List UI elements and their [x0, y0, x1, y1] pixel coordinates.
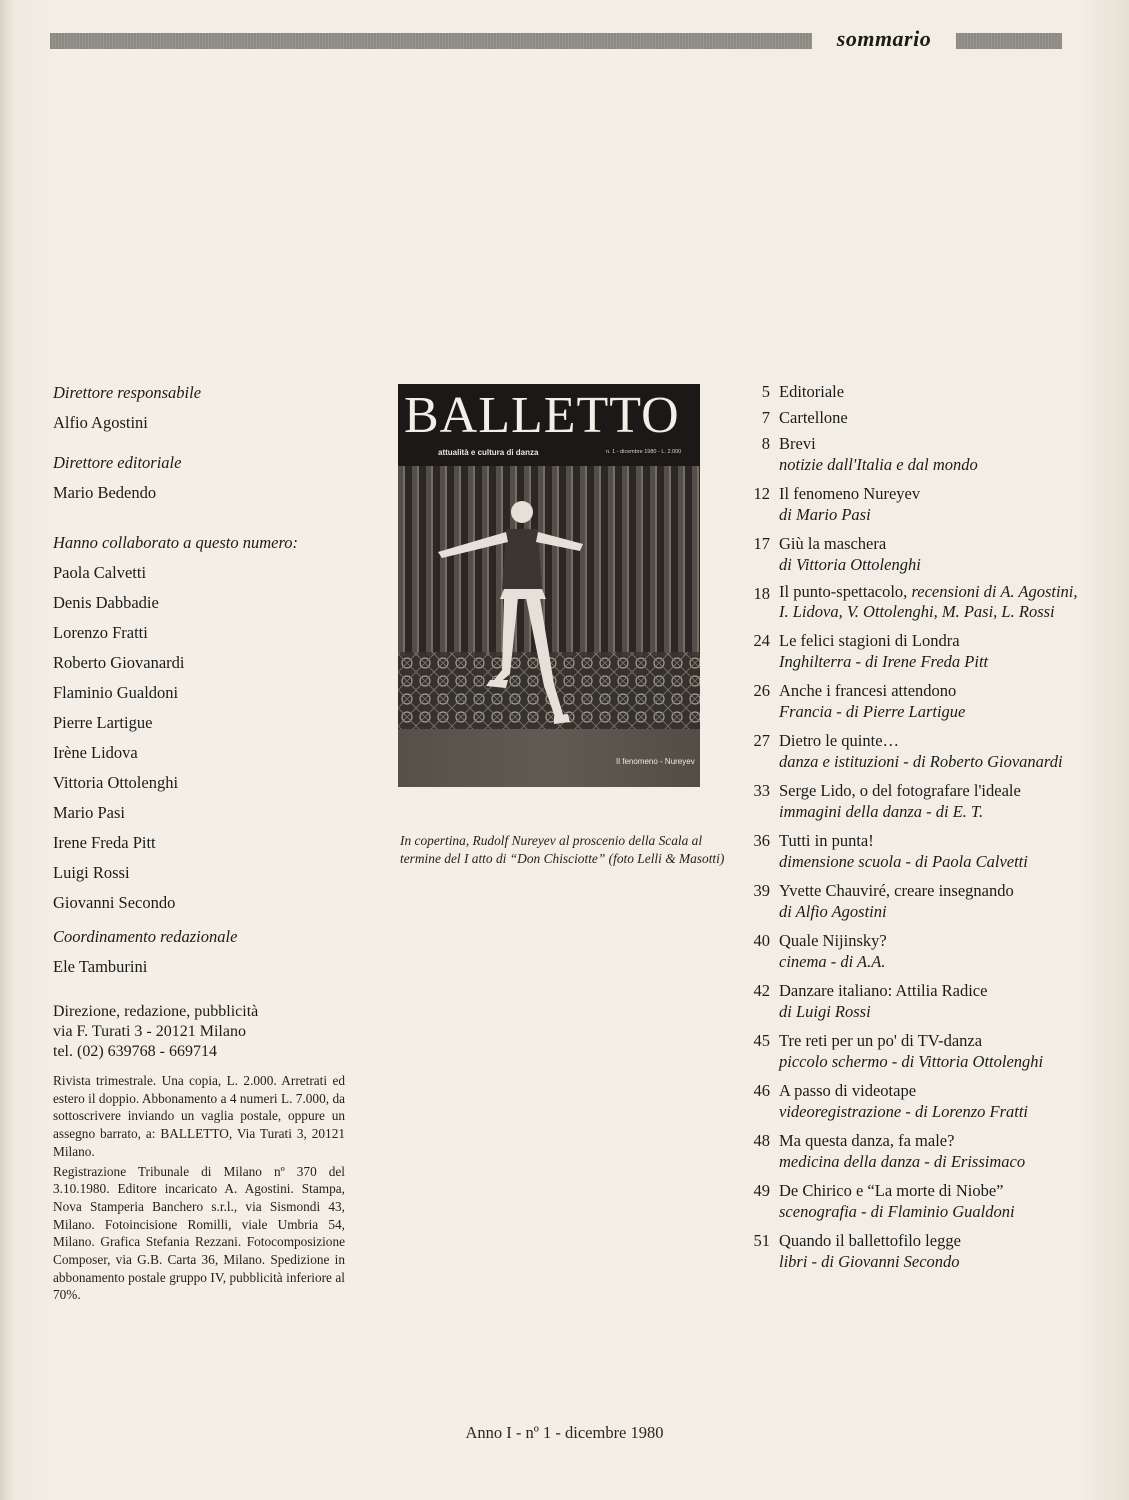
address-line: Direzione, redazione, pubblicità: [53, 1003, 259, 1020]
toc-title: Yvette Chauviré, creare insegnando: [779, 881, 1014, 900]
cover-subtitle: attualità e cultura di danza: [438, 448, 539, 457]
contributor-name: Roberto Giovanardi: [53, 653, 185, 672]
toc-title: Brevi: [779, 434, 816, 453]
toc-subtitle: dimensione scuola - di Paola Calvetti: [779, 852, 1028, 871]
toc-entry[interactable]: [730, 406, 1080, 429]
toc-page-number: 7: [761, 408, 770, 427]
toc-entry[interactable]: [730, 829, 1080, 872]
toc-title: Ma questa danza, fa male?: [779, 1131, 955, 1150]
toc-title: Tutti in punta!: [779, 831, 874, 850]
toc-entry[interactable]: [730, 1229, 1080, 1272]
toc-title: Anche i francesi attendono: [779, 681, 957, 700]
role-label: Direttore editoriale: [53, 453, 182, 472]
toc-subtitle: cinema - di A.A.: [779, 952, 886, 971]
toc-entry[interactable]: [730, 582, 1080, 622]
toc-subtitle: immagini della danza - di E. T.: [779, 802, 984, 821]
toc-entry[interactable]: [730, 879, 1080, 922]
cover-issue-info: n. 1 - dicembre 1980 - L. 2.000: [606, 449, 682, 455]
issue-footer: Anno I - nº 1 - dicembre 1980: [465, 1423, 664, 1442]
contributor-name: Mario Pasi: [53, 803, 125, 822]
toc-entry[interactable]: [730, 432, 1080, 475]
toc-page-number: 46: [753, 1081, 770, 1100]
toc-title: Quale Nijinsky?: [779, 931, 887, 950]
toc-subtitle: scenografia - di Flaminio Gualdoni: [779, 1202, 1015, 1221]
contributor-name: Paola Calvetti: [53, 563, 147, 582]
role-label: Direttore responsabile: [53, 383, 202, 402]
toc-title: Il fenomeno Nureyev: [779, 484, 921, 503]
toc-subtitle: notizie dall'Italia e dal mondo: [779, 455, 978, 474]
toc-entry[interactable]: [730, 629, 1080, 672]
toc-page-number: 48: [753, 1131, 770, 1150]
contributor-name: Irène Lidova: [53, 743, 138, 762]
toc-reviewers: recensioni di A. Agostini, I. Lidova, V. Ottolenghi, M. Pasi, L. Rossi: [779, 582, 1078, 621]
toc-page-number: 5: [761, 382, 770, 401]
contributor-name: Vittoria Ottolenghi: [53, 773, 179, 792]
toc-title: Le felici stagioni di Londra: [779, 631, 960, 650]
toc-title: Serge Lido, o del fotografare l'ideale: [779, 781, 1021, 800]
person-name: Ele Tamburini: [53, 957, 148, 976]
toc-page-number: 26: [753, 681, 770, 700]
contributors-list: [53, 558, 353, 918]
toc-subtitle: di Vittoria Ottolenghi: [779, 555, 921, 574]
toc-title: Danzare italiano: Attilia Radice: [779, 981, 988, 1000]
person-name: Mario Bedendo: [53, 483, 157, 502]
toc-title: Editoriale: [779, 382, 845, 401]
address-line: tel. (02) 639768 - 669714: [53, 1043, 217, 1060]
toc-subtitle: di Alfio Agostini: [779, 902, 887, 921]
contributor-name: Luigi Rossi: [53, 863, 130, 882]
toc-page-number: 33: [753, 781, 770, 800]
toc-subtitle: danza e istituzioni - di Roberto Giovanardi: [779, 752, 1063, 771]
contributor-name: Flaminio Gualdoni: [53, 683, 179, 702]
toc-entry[interactable]: [730, 679, 1080, 722]
toc-page-number: 49: [753, 1181, 770, 1200]
toc-page-number: 42: [753, 981, 770, 1000]
cover-caption: In copertina, Rudolf Nureyev al proscenio della Scala al termine del I atto di “Don Chisciotte” (foto Lelli & Masotti): [400, 833, 725, 866]
toc-title: Cartellone: [779, 408, 848, 427]
cover-image: [398, 384, 700, 787]
contributor-name: Denis Dabbadie: [53, 593, 159, 612]
contributor-name: Irene Freda Pitt: [53, 833, 156, 852]
toc-page-number: 27: [753, 731, 770, 750]
address-block: [53, 1002, 353, 1062]
toc-subtitle: videoregistrazione - di Lorenzo Fratti: [779, 1102, 1029, 1121]
toc-title: A passo di videotape: [779, 1081, 917, 1100]
contributor-name: Pierre Lartigue: [53, 713, 153, 732]
toc-subtitle: di Mario Pasi: [779, 505, 871, 524]
toc-title: Tre reti per un po' di TV-danza: [779, 1031, 983, 1050]
toc-page-number: 17: [753, 534, 770, 553]
toc-entry[interactable]: [730, 380, 1080, 403]
table-of-contents: [730, 380, 1080, 1279]
toc-page-number: 40: [753, 931, 770, 950]
cover-footer-label: Il fenomeno - Nureyev: [616, 757, 695, 766]
registration-text: Registrazione Tribunale di Milano nº 370 del 3.10.1980. Editore incaricato A. Agostini. Stampa, Nova Stamperia Banchero s.r.l., via Sismondi 43, Milano. Fotoincisione Romilli, viale Umbria 54, Milano. Grafica Stefania Rezzani. Fotocomposizione Composer, via G.B. Carta 36, Milano. Spedizione in abbonamento postale gruppo IV, pubblicità inferiore al 70%.: [53, 1163, 345, 1303]
person-name: Alfio Agostini: [53, 413, 148, 432]
toc-title: De Chirico e “La morte di Niobe”: [779, 1181, 1004, 1200]
toc-title: Giù la maschera: [779, 534, 887, 553]
toc-page-number: 51: [753, 1231, 770, 1250]
toc-subtitle: di Luigi Rossi: [779, 1002, 871, 1021]
toc-page-number: 36: [753, 831, 770, 850]
address-line: via F. Turati 3 - 20121 Milano: [53, 1023, 246, 1040]
contributor-name: Giovanni Secondo: [53, 893, 176, 912]
toc-subtitle: Francia - di Pierre Lartigue: [779, 702, 966, 721]
toc-page-number: 18: [753, 584, 770, 603]
toc-entry[interactable]: [730, 532, 1080, 575]
toc-entry[interactable]: [730, 1129, 1080, 1172]
publication-info: [53, 1072, 345, 1304]
toc-entry[interactable]: [730, 482, 1080, 525]
toc-page-number: 8: [761, 434, 770, 453]
toc-entry[interactable]: [730, 729, 1080, 772]
toc-subtitle: piccolo schermo - di Vittoria Ottolenghi: [779, 1052, 1044, 1071]
contributors-heading: Hanno collaborato a questo numero:: [53, 533, 299, 552]
cover-photo-illustration: [398, 384, 700, 787]
toc-entry[interactable]: [730, 929, 1080, 972]
toc-subtitle: libri - di Giovanni Secondo: [779, 1252, 960, 1271]
toc-page-number: 39: [753, 881, 770, 900]
toc-title: Dietro le quinte…: [779, 731, 900, 750]
contributor-name: Lorenzo Fratti: [53, 623, 148, 642]
toc-page-number: 24: [753, 631, 770, 650]
toc-title: Quando il ballettofilo legge: [779, 1231, 961, 1250]
toc-entry[interactable]: [730, 1029, 1080, 1072]
cover-magazine-title: BALLETTO: [404, 387, 680, 444]
toc-subtitle: Inghilterra - di Irene Freda Pitt: [779, 652, 989, 671]
subscription-text: Rivista trimestrale. Una copia, L. 2.000. Arretrati ed estero il doppio. Abbonamento a 4 numeri L. 7.000, da sottoscrivere inviando un vaglia postale, oppure un assegno barrato, a: BALLETTO, Via Turati 3, 20121 Milano.: [53, 1073, 345, 1159]
toc-page-number: 12: [753, 484, 770, 503]
toc-title: Il punto-spettacolo,: [779, 582, 908, 601]
toc-subtitle: medicina della danza - di Erissimaco: [779, 1152, 1026, 1171]
masthead: [53, 378, 353, 1306]
toc-page-number: 45: [753, 1031, 770, 1050]
toc-entry[interactable]: [730, 1079, 1080, 1122]
role-label: Coordinamento redazionale: [53, 927, 238, 946]
toc-entry[interactable]: [730, 1179, 1080, 1222]
toc-entry[interactable]: [730, 779, 1080, 822]
section-title: sommario: [812, 24, 956, 54]
toc-entry[interactable]: [730, 979, 1080, 1022]
